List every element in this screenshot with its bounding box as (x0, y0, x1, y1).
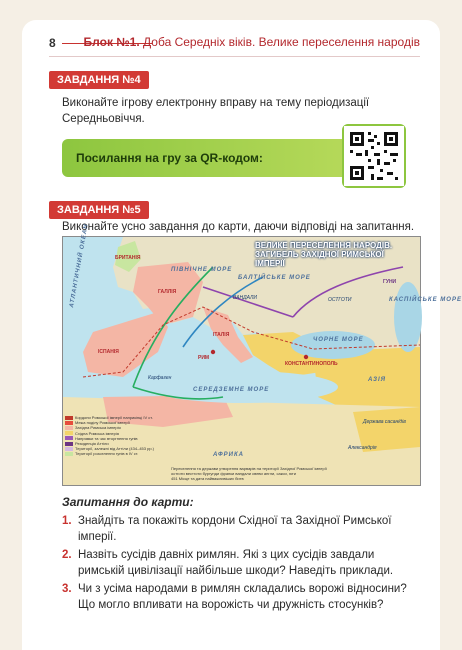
map-title (255, 241, 415, 268)
page-number: 8 (49, 36, 56, 50)
subleg-title: Переселення та держави утворення варварів на території Західної Римської імперії (171, 466, 327, 471)
label-africa: АФРИКА (213, 452, 244, 458)
label-goths: ОСТГОТИ (328, 297, 352, 303)
label-baltic: БАЛТІЙСЬКЕ МОРЕ (238, 275, 311, 281)
question-text: Чи з усіма народами в римлян складались ворожі відносини? Що могло впливати на ворожість чи дружність стосунків? (78, 583, 407, 611)
page-header-title (84, 35, 420, 49)
qr-link-banner[interactable]: Посилання на гру за QR-кодом: (62, 139, 351, 177)
label-britain: БРИТАНІЯ (115, 255, 141, 261)
label-sasanids: Держава сасанідів (363, 419, 406, 425)
subleg-item: франки (220, 471, 236, 476)
legend-label: Кордони Римської імперії наприкінці IV ст. (75, 415, 153, 420)
questions-title: Запитання до карти: (62, 495, 194, 509)
legend-label: Східна Римська імперія (75, 430, 119, 436)
question-text: Назвіть сусідів давніх римлян. Які з цих сусідів завдали римській цивілізації найбільше шкоди? Наведіть приклади. (78, 549, 394, 577)
qr-code-icon (344, 126, 404, 186)
subleg-item: англи, сакси, юти (263, 471, 296, 476)
block-label: Блок №1. (83, 35, 140, 49)
label-italy: ІТАЛІЯ (213, 332, 230, 338)
legend-item (65, 451, 165, 456)
map-title-line1: ВЕЛИКЕ ПЕРЕСЕЛЕННЯ НАРОДІВ. (255, 241, 393, 250)
map-black-sea (291, 331, 375, 359)
label-rome: РИМ (198, 355, 210, 361)
subleg-item: остготи (171, 471, 186, 476)
task4-text: Виконайте ігрову електронну вправу на тему періодизації Середньовіччя. (62, 97, 370, 125)
header-divider (49, 56, 420, 57)
question-item (62, 548, 422, 579)
label-gaul: ГАЛЛІЯ (158, 289, 177, 295)
subleg-item: вестготи (185, 471, 203, 476)
legend-label: Західна Римська імперія (75, 425, 121, 431)
legend-label: Межа поділу Римської імперії (75, 420, 130, 426)
subleg-item: бургунди (202, 471, 221, 476)
map-city-rome (211, 350, 215, 354)
legend-label: Території розселення гунів в IV ст. (75, 451, 139, 457)
subleg-item: свеви (252, 471, 264, 476)
label-carthage: Карфаген (148, 375, 172, 381)
label-huns: ГУНИ (383, 279, 397, 285)
legend-label: Напрямки та час вторгнення гунів (75, 435, 138, 441)
legend-swatch (65, 436, 73, 440)
task5-text: Виконайте усно завдання до карти, даючи відповіді на запитання. (62, 221, 415, 233)
task4-badge: ЗАВДАННЯ №4 (49, 71, 149, 89)
question-text: Знайдіть та покажіть кордони Східної та Західної Римської імперії. (78, 515, 392, 543)
legend-swatch (65, 447, 73, 451)
subleg-item: вандали (235, 471, 253, 476)
map-sublegend (171, 466, 416, 481)
legend-swatch (65, 431, 73, 435)
label-alexandria: Александрія (348, 445, 377, 451)
questions-list (62, 514, 422, 616)
label-mediterranean: СЕРЕДЗЕМНЕ МОРЕ (193, 387, 270, 393)
legend-swatch (65, 421, 73, 425)
map-legend (65, 415, 165, 457)
label-caspian: КАСПІЙСЬКЕ МОРЕ (389, 297, 462, 303)
map-title-line2: ЗАГИБЕЛЬ ЗАХІДНОЇ РИМСЬКОЇ ІМПЕРІЇ (255, 250, 384, 268)
label-spain: ІСПАНІЯ (98, 349, 119, 355)
label-vandals: ВАНДАЛИ (233, 295, 257, 301)
question-number: 1. (62, 515, 72, 527)
question-number: 3. (62, 583, 72, 595)
question-number: 2. (62, 549, 72, 561)
qr-code[interactable] (342, 124, 406, 188)
legend-label: Резиденція Аттіли (75, 441, 109, 447)
legend-swatch (65, 442, 73, 446)
legend-swatch (65, 416, 73, 420)
question-item (62, 514, 422, 545)
label-atlantic: АТЛАНТИЧНИЙ ОКЕАН (69, 223, 90, 309)
block-title: Доба Середніх віків. Велике переселення народів (143, 35, 420, 49)
map-city-constantinople (304, 355, 308, 359)
legend-label: Території, залежні від Аттіли (434–453 рр.) (75, 446, 154, 452)
question-item (62, 582, 422, 613)
map-region-spain (83, 312, 168, 377)
battle-legend: 451 Місце та дата найважливіших битв (171, 476, 244, 481)
map-caspian (394, 282, 422, 352)
label-asia: АЗІЯ (368, 377, 387, 383)
label-constantinople: КОНСТАНТИНОПОЛЬ (285, 361, 338, 367)
legend-swatch (65, 426, 73, 430)
label-black-sea: ЧОРНЕ МОРЕ (313, 337, 364, 343)
label-north-sea: ПІВНІЧНЕ МОРЕ (171, 267, 233, 273)
task5-badge: ЗАВДАННЯ №5 (49, 201, 149, 219)
legend-swatch (65, 452, 73, 456)
